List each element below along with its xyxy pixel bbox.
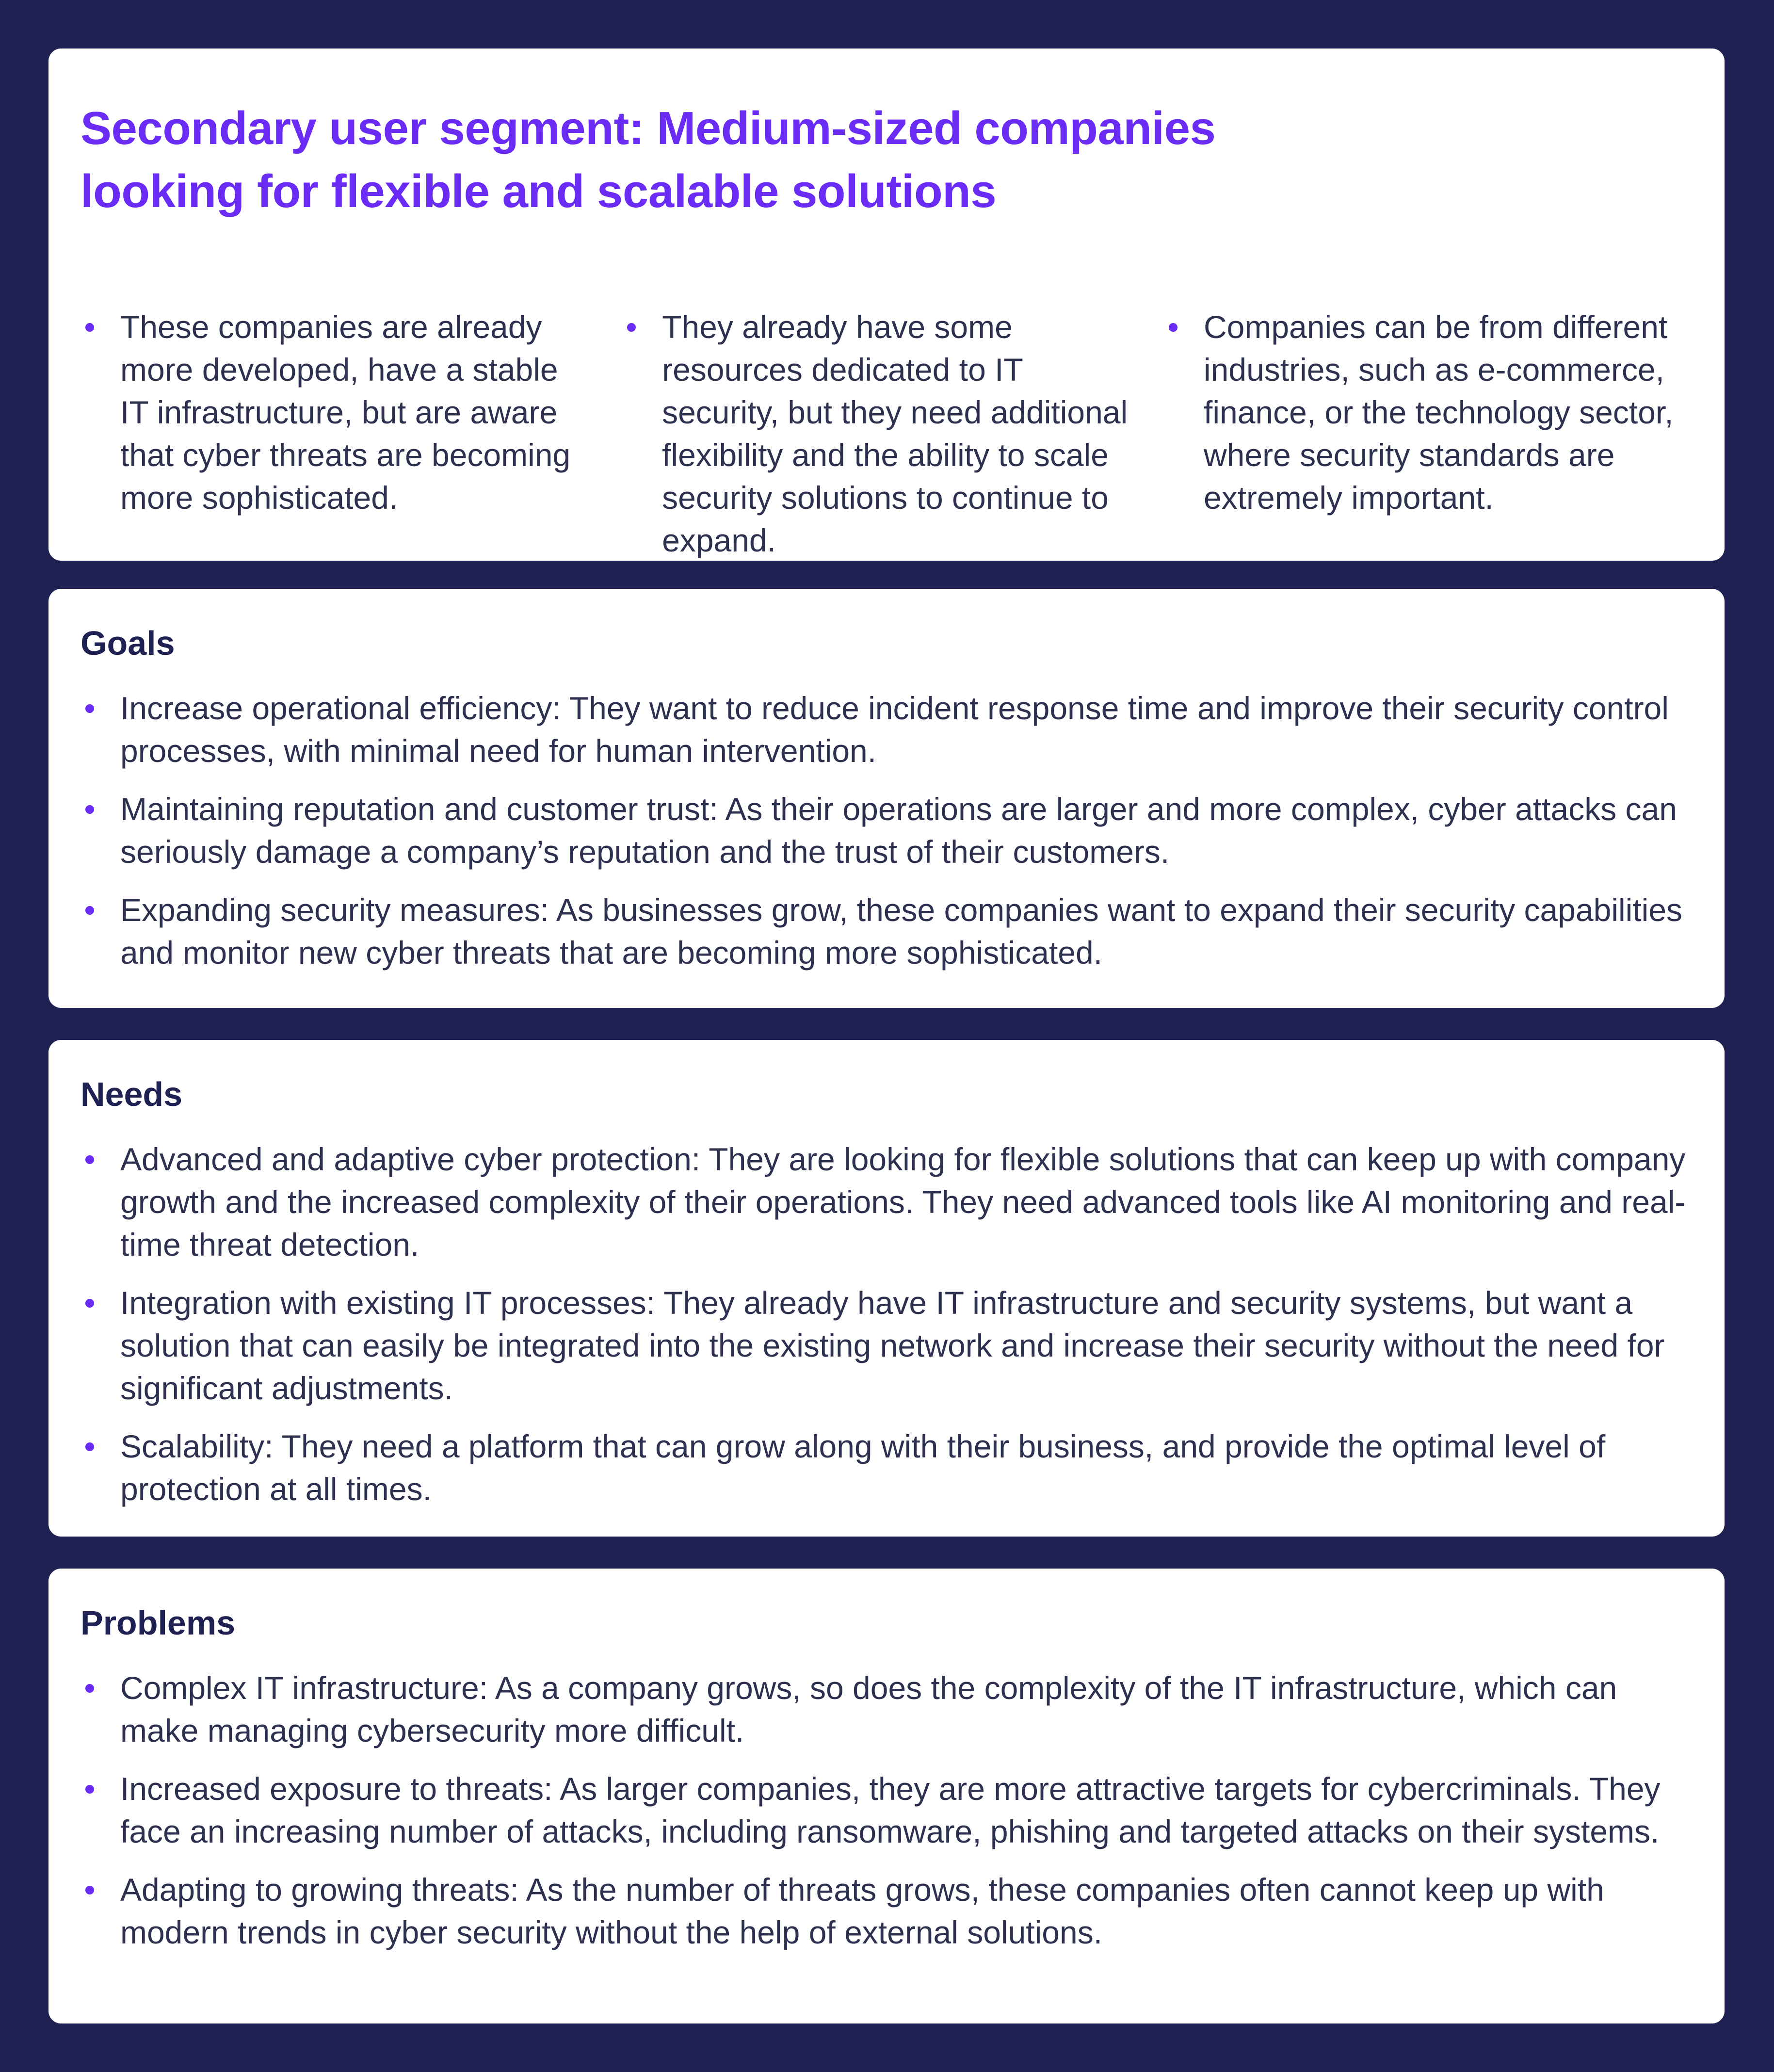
needs-heading: Needs: [81, 1075, 183, 1113]
needs-list: [81, 1138, 1693, 1510]
goals-card: [48, 589, 1725, 1008]
intro-column: [622, 306, 1164, 562]
bullet-icon: [1169, 323, 1177, 332]
bullet-icon: [85, 1299, 94, 1308]
intro-point: They already have some resources dedicated to IT security, but they need additional flexibility and the ability to scale security solutions to continue to expand.: [622, 306, 1140, 562]
bullet-icon: [85, 1442, 94, 1451]
problem-item: Increased exposure to threats: As larger companies, they are more attractive targets for cybercriminals. They face an increasing number of attacks, including ransomware, phishing and targeted attacks on their systems.: [81, 1767, 1693, 1853]
problem-item: Complex IT infrastructure: As a company grows, so does the complexity of the IT infrastructure, which can make managing cybersecurity more difficult.: [81, 1667, 1693, 1752]
bullet-icon: [85, 1155, 94, 1164]
need-item: Scalability: They need a platform that can grow along with their business, and provide the optimal level of protection at all times.: [81, 1425, 1693, 1510]
goal-item: Maintaining reputation and customer trust: As their operations are larger and more complex, cyber attacks can seriously damage a company’s reputation and the trust of their customers.: [81, 788, 1693, 873]
goals-heading: Goals: [81, 624, 175, 662]
needs-card: [48, 1040, 1725, 1537]
bullet-icon: [85, 1684, 94, 1693]
intro-column: [81, 306, 622, 562]
need-item: Advanced and adaptive cyber protection: They are looking for flexible solutions that can keep up with company growth and the increased complexity of their operations. They need advanced tools like AI monitoring and real-time threat detection.: [81, 1138, 1693, 1266]
problem-item: Adapting to growing threats: As the number of threats grows, these companies often cannot keep up with modern trends in cyber security without the help of external solutions.: [81, 1868, 1693, 1954]
goals-list: [81, 687, 1693, 974]
intro-column: [1164, 306, 1705, 562]
need-item: Integration with existing IT processes: They already have IT infrastructure and security systems, but want a solution that can easily be integrated into the existing network and increase their security without the need for significant adjustments.: [81, 1281, 1693, 1409]
bullet-icon: [85, 1785, 94, 1794]
intro-point: These companies are already more developed, have a stable IT infrastructure, but are aware that cyber threats are becoming more sophisticated.: [81, 306, 593, 519]
intro-point: Companies can be from different industries, such as e-commerce, finance, or the technology sector, where security standards are extremely important.: [1164, 306, 1705, 519]
intro-card: [48, 49, 1725, 561]
goal-item: Expanding security measures: As businesses grow, these companies want to expand their security capabilities and monitor new cyber threats that are becoming more sophisticated.: [81, 889, 1693, 974]
page-title: Secondary user segment: Medium-sized companies looking for flexible and scalable solutions: [81, 102, 1216, 217]
bullet-icon: [85, 805, 94, 814]
bullet-icon: [85, 323, 94, 332]
bullet-icon: [85, 704, 94, 713]
intro-columns: [81, 306, 1705, 562]
goal-item: Increase operational efficiency: They want to reduce incident response time and improve their security control processes, with minimal need for human intervention.: [81, 687, 1693, 772]
problems-heading: Problems: [81, 1604, 235, 1642]
bullet-icon: [627, 323, 636, 332]
problems-list: [81, 1667, 1693, 1954]
bullet-icon: [85, 906, 94, 915]
problems-card: [48, 1569, 1725, 2023]
bullet-icon: [85, 1886, 94, 1894]
